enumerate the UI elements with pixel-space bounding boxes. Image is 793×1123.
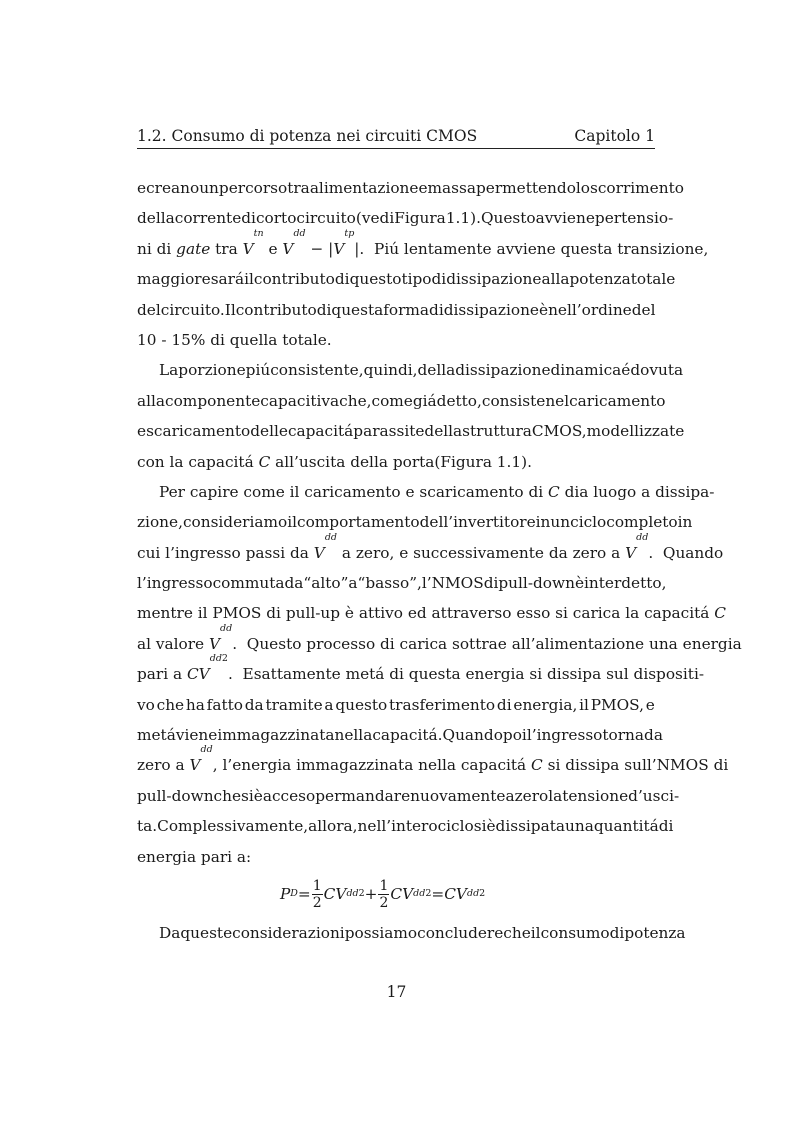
word: alimentazione: [309, 179, 419, 197]
word: Da: [159, 924, 181, 942]
word: come: [371, 391, 413, 410]
word: di: [483, 574, 499, 593]
word: e: [137, 179, 147, 197]
text-line: [137, 173, 684, 203]
word: contributo: [253, 270, 335, 289]
word: vo: [137, 695, 155, 714]
word: ciclo: [570, 513, 607, 532]
word: dissipazione: [455, 361, 551, 380]
text-line: mentre il PMOS di pull-up è attivo ed attraverso esso si carica la capacitá C: [137, 604, 726, 623]
text-line: [137, 507, 693, 537]
word: caricamento: [569, 391, 666, 410]
text-line: [137, 720, 663, 750]
word: percorso: [218, 179, 288, 197]
word: totale: [630, 270, 676, 289]
word: scaricamento: [146, 422, 251, 441]
word: giá: [412, 391, 437, 410]
word: si: [473, 817, 487, 836]
word: di: [431, 270, 447, 289]
word: commuta: [212, 574, 285, 593]
word: a: [505, 786, 515, 805]
word: è: [574, 574, 584, 593]
word: di: [334, 270, 350, 289]
text-line: [137, 264, 676, 294]
word: contributo: [235, 300, 317, 319]
word: parassite: [353, 422, 425, 441]
word: corto: [255, 209, 297, 228]
word: della: [137, 209, 175, 228]
text-line: Per capire come il caricamento e scaricamento di C dia luogo a dissipa-: [159, 482, 715, 501]
word: poi: [502, 726, 527, 745]
word: é: [621, 361, 631, 380]
word: ta.: [137, 817, 158, 836]
word: e: [137, 422, 147, 441]
text-line: energia pari a:: [137, 847, 252, 866]
word: di: [429, 300, 444, 319]
word: “alto”: [303, 574, 349, 593]
section-title: 1.2. Consumo di potenza nei circuiti CMOS: [137, 127, 478, 145]
text-line: con la capacitá C all’uscita della porta(Figura 1.1).: [137, 452, 532, 471]
word: di: [496, 695, 512, 714]
word: Figura: [394, 209, 446, 228]
word: torna: [602, 726, 645, 745]
fraction-half: $\frac{1}{2}$: [379, 877, 389, 911]
word: capacitá.: [372, 726, 443, 745]
word: ha: [185, 695, 205, 714]
text-line: [137, 781, 680, 811]
word: da: [644, 726, 663, 745]
word: l’NMOS: [421, 574, 484, 593]
word: una: [565, 817, 594, 836]
word: consistente,: [270, 361, 364, 380]
text-line: cui l’ingresso passi da V dd a zero, e successivamente da zero a V dd . Quando: [137, 531, 724, 562]
word: metá: [137, 726, 176, 745]
word: il: [579, 695, 589, 714]
word: consideriamo: [182, 513, 288, 532]
word: si: [241, 786, 254, 805]
text-line: [137, 386, 666, 416]
word: lo: [575, 179, 591, 197]
word: è: [486, 817, 496, 836]
word: è: [539, 300, 549, 319]
word: considerazioni: [232, 924, 345, 942]
power-equation: P D = $\frac{1}{2}$ CV dd 2 + $\frac{1}{2}$ CV dd 2 = CV dd 2: [280, 877, 486, 911]
word: corrente: [174, 209, 242, 228]
word: maggiore: [137, 270, 211, 289]
word: avviene: [535, 209, 595, 228]
word: pull-down: [137, 786, 214, 805]
word: di: [609, 924, 625, 942]
word: sará: [210, 270, 245, 289]
text-line: [137, 203, 674, 233]
text-line: [137, 811, 674, 841]
word: dovuta: [630, 361, 684, 380]
word: tipo: [401, 270, 432, 289]
word: nell’ordine: [548, 300, 632, 319]
word: trasferimento: [389, 695, 496, 714]
word: di: [658, 817, 674, 836]
word: capacitiva: [260, 391, 340, 410]
word: permettendo: [475, 179, 576, 197]
word: un: [199, 179, 219, 197]
word: struttura: [462, 422, 532, 441]
running-header: [137, 126, 655, 149]
word: Il: [224, 300, 236, 319]
word: zione,: [137, 513, 183, 532]
word: nella: [334, 726, 373, 745]
text-line: 10 - 15% di quella totale.: [137, 330, 332, 349]
word: dinamica: [550, 361, 622, 380]
word: pull-down: [498, 574, 575, 593]
word: il: [287, 513, 297, 532]
word: e: [645, 695, 655, 714]
word: Questo: [480, 209, 536, 228]
word: immagazzinata: [217, 726, 335, 745]
word: scorrimento: [590, 179, 684, 197]
word: che: [339, 391, 367, 410]
text-line: al valore V dd . Questo processo di carica sottrae all’alimentazione una energia: [137, 622, 742, 653]
word: fatto: [206, 695, 243, 714]
word: concludere: [417, 924, 504, 942]
word: energia,: [513, 695, 578, 714]
word: allora,: [308, 817, 358, 836]
word: consiste: [481, 391, 546, 410]
word: comportamento: [297, 513, 420, 532]
text-line: [137, 918, 686, 948]
gate-term: gate: [176, 239, 211, 258]
word: dissipazione: [446, 270, 542, 289]
word: nuovamente: [410, 786, 506, 805]
word: acceso: [262, 786, 316, 805]
word: CMOS,: [531, 422, 587, 441]
word: viene: [175, 726, 218, 745]
word: Quando: [442, 726, 503, 745]
word: della: [417, 361, 456, 380]
fraction-half: $\frac{1}{2}$: [312, 877, 322, 911]
word: interdetto,: [584, 574, 667, 593]
text-line: [137, 690, 655, 720]
word: ,: [366, 391, 372, 410]
word: e: [418, 179, 428, 197]
word: tensione: [562, 786, 629, 805]
word: potenza: [624, 924, 686, 942]
word: creano: [146, 179, 200, 197]
word: è: [253, 786, 263, 805]
word: il: [530, 924, 541, 942]
word: modellizzate: [586, 422, 685, 441]
word: consumo: [540, 924, 610, 942]
word: mandare: [341, 786, 411, 805]
word: per: [594, 209, 622, 228]
word: da: [284, 574, 304, 593]
text-line: ni di gate tra V tn e V dd − | V tp |. Piú lentamente avviene questa transizione,: [137, 234, 655, 264]
word: tensio-: [621, 209, 674, 228]
word: tra: [287, 179, 310, 197]
word: potenza: [569, 270, 631, 289]
word: questa: [331, 300, 384, 319]
word: questo: [349, 270, 402, 289]
word: quantitá: [593, 817, 659, 836]
text-line: [137, 416, 685, 446]
text-line: [137, 295, 655, 325]
word: di: [241, 209, 256, 228]
word: a: [348, 574, 358, 593]
chapter-label: Capitolo 1: [574, 127, 655, 145]
word: completo: [606, 513, 678, 532]
word: questo: [335, 695, 388, 714]
word: alla: [541, 270, 570, 289]
word: in: [677, 513, 693, 532]
word: del: [631, 300, 656, 319]
word: componente: [165, 391, 261, 410]
word: dissipazione: [443, 300, 539, 319]
word: alla: [137, 391, 166, 410]
word: forma: [383, 300, 430, 319]
word: porzione: [178, 361, 246, 380]
body-text: [137, 173, 742, 872]
word: queste: [180, 924, 233, 942]
word: ciclo: [437, 817, 474, 836]
word: (vedi: [355, 209, 395, 228]
word: della: [424, 422, 463, 441]
text-line: [137, 355, 684, 385]
word: la: [548, 786, 563, 805]
word: in: [535, 513, 551, 532]
word: da: [244, 695, 264, 714]
word: delle: [250, 422, 288, 441]
word: detto,: [436, 391, 482, 410]
word: dissipata: [495, 817, 565, 836]
word: l’ingresso: [137, 574, 213, 593]
word: circuito: [296, 209, 356, 228]
word: nel: [545, 391, 570, 410]
word: che: [156, 695, 185, 714]
word: il: [244, 270, 254, 289]
word: capacitá: [287, 422, 354, 441]
text-line: zero a V dd , l’energia immagazzinata nella capacitá C si dissipa sull’NMOS di: [137, 744, 729, 775]
word: massa: [427, 179, 476, 197]
word: del: [137, 300, 161, 319]
word: che: [503, 924, 531, 942]
word: La: [159, 361, 179, 380]
word: tramite: [265, 695, 323, 714]
word: nell’intero: [357, 817, 438, 836]
word: di: [316, 300, 332, 319]
word: d’usci-: [628, 786, 680, 805]
word: 1.1).: [445, 209, 481, 228]
word: che: [213, 786, 242, 805]
word: piú: [245, 361, 271, 380]
word: PMOS,: [590, 695, 644, 714]
text-line: [137, 568, 667, 598]
word: quindi,: [363, 361, 418, 380]
word: per: [315, 786, 342, 805]
word: un: [550, 513, 571, 532]
word: possiamo: [344, 924, 418, 942]
word: “basso”,: [357, 574, 422, 593]
word: Complessivamente,: [157, 817, 309, 836]
word: dell’invertitore: [419, 513, 536, 532]
word: l’ingresso: [526, 726, 603, 745]
word: a: [324, 695, 334, 714]
word: zero: [514, 786, 549, 805]
word: circuito.: [160, 300, 225, 319]
page-number: 17: [386, 983, 407, 1001]
text-line: pari a CV dd 2 . Esattamente metá di questa energia si dissipa sul dispositi-: [137, 653, 705, 684]
